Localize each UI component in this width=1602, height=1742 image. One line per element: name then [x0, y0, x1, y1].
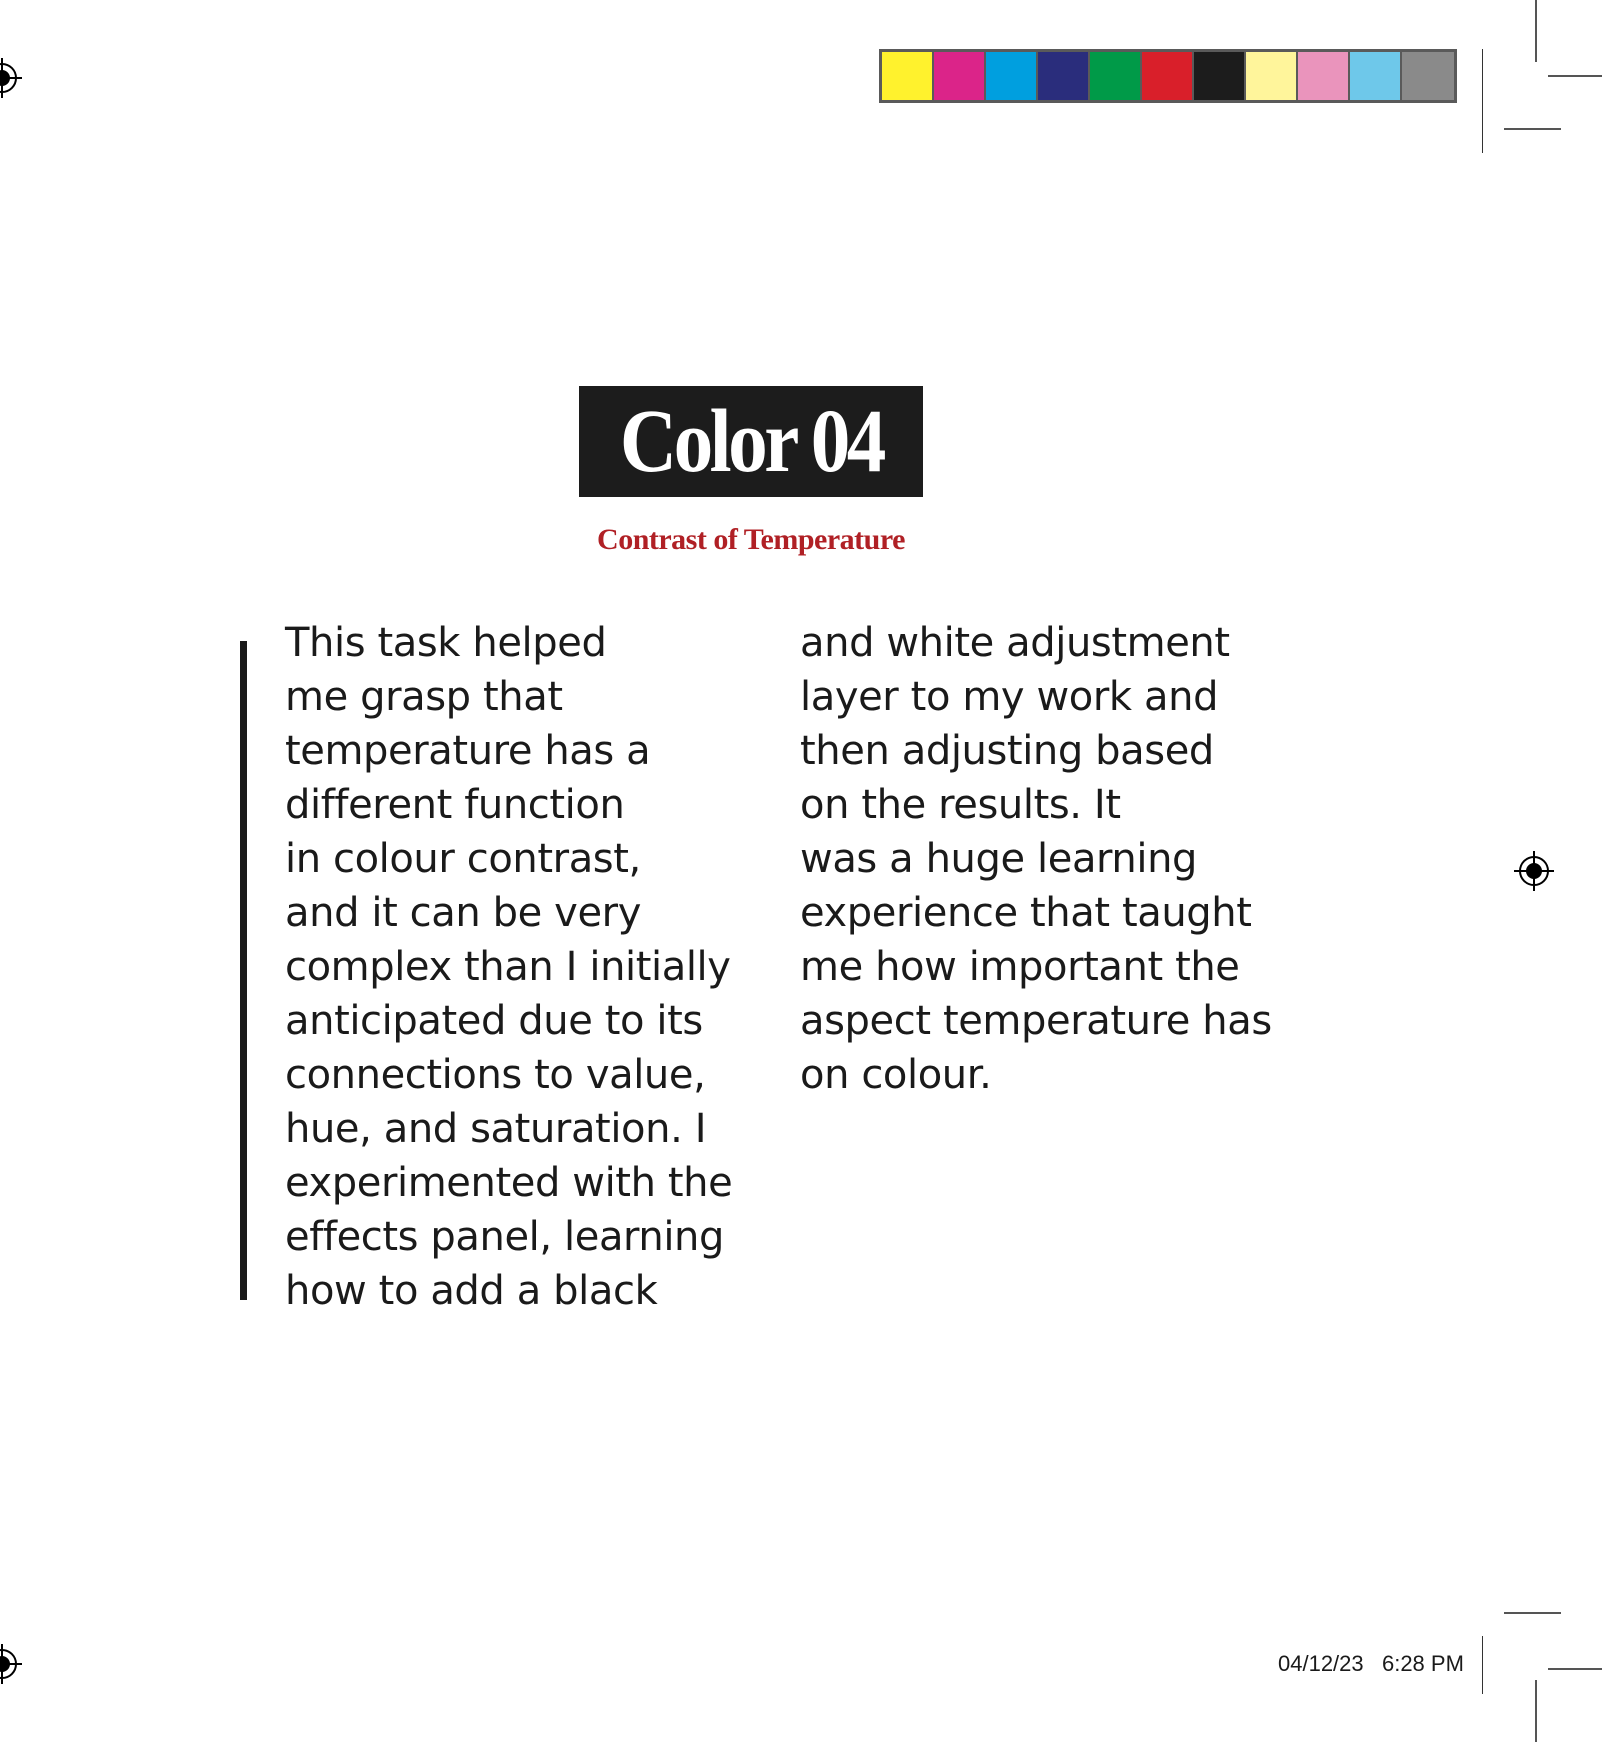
- color-swatch: [1194, 52, 1246, 100]
- trim-mark: [1504, 1612, 1561, 1614]
- body-text-line: experimented with the: [285, 1160, 733, 1206]
- page-subtitle: Contrast of Temperature: [597, 523, 905, 556]
- body-text-line: in colour contrast,: [285, 836, 641, 882]
- color-swatch: [1246, 52, 1298, 100]
- trim-mark: [1535, 0, 1537, 62]
- color-swatch: [1350, 52, 1402, 100]
- color-swatch: [882, 52, 934, 100]
- trim-mark: [1504, 128, 1561, 130]
- body-column-left: [285, 616, 732, 1318]
- body-text-line: and it can be very: [285, 890, 641, 936]
- body-text-line: and white adjustment: [800, 620, 1230, 666]
- color-swatch: [1402, 52, 1454, 100]
- title-block: [579, 386, 923, 497]
- registration-mark-icon: [0, 58, 22, 98]
- page-title: Color 04: [619, 391, 883, 491]
- trim-mark: [1548, 75, 1602, 77]
- body-text-line: effects panel, learning: [285, 1214, 725, 1260]
- trim-mark: [1482, 49, 1483, 153]
- trim-mark: [1482, 1636, 1483, 1694]
- print-timestamp: 04/12/23 6:28 PM: [1278, 1651, 1464, 1676]
- color-swatch: [1038, 52, 1090, 100]
- body-column-right: [800, 616, 1272, 1102]
- body-text-line: experience that taught: [800, 890, 1252, 936]
- body-text-line: connections to value,: [285, 1052, 706, 1098]
- body-text-line: anticipated due to its: [285, 998, 703, 1044]
- body-text-line: hue, and saturation. I: [285, 1106, 707, 1152]
- body-text-line: then adjusting based: [800, 728, 1214, 774]
- color-swatch: [1142, 52, 1194, 100]
- body-text-line: complex than I initially: [285, 944, 731, 990]
- body-text-line: was a huge learning: [800, 836, 1198, 882]
- body-text-line: me how important the: [800, 944, 1240, 990]
- trim-mark: [1535, 1680, 1537, 1742]
- color-swatch: [934, 52, 986, 100]
- color-calibration-bar: [879, 49, 1457, 103]
- body-text-line: aspect temperature has: [800, 998, 1272, 1044]
- body-text-line: me grasp that: [285, 674, 563, 720]
- body-text-line: temperature has a: [285, 728, 651, 774]
- color-swatch: [1090, 52, 1142, 100]
- color-swatch: [1298, 52, 1350, 100]
- body-text-line: different function: [285, 782, 625, 828]
- body-text-line: how to add a black: [285, 1268, 658, 1314]
- body-text-line: on colour.: [800, 1052, 992, 1098]
- body-text-line: layer to my work and: [800, 674, 1219, 720]
- trim-mark: [1548, 1668, 1602, 1670]
- body-text-line: This task helped: [285, 620, 607, 666]
- color-swatch: [986, 52, 1038, 100]
- body-text-line: on the results. It: [800, 782, 1121, 828]
- registration-mark-icon: [1514, 851, 1554, 891]
- registration-mark-icon: [0, 1644, 22, 1684]
- accent-vertical-rule: [240, 641, 247, 1300]
